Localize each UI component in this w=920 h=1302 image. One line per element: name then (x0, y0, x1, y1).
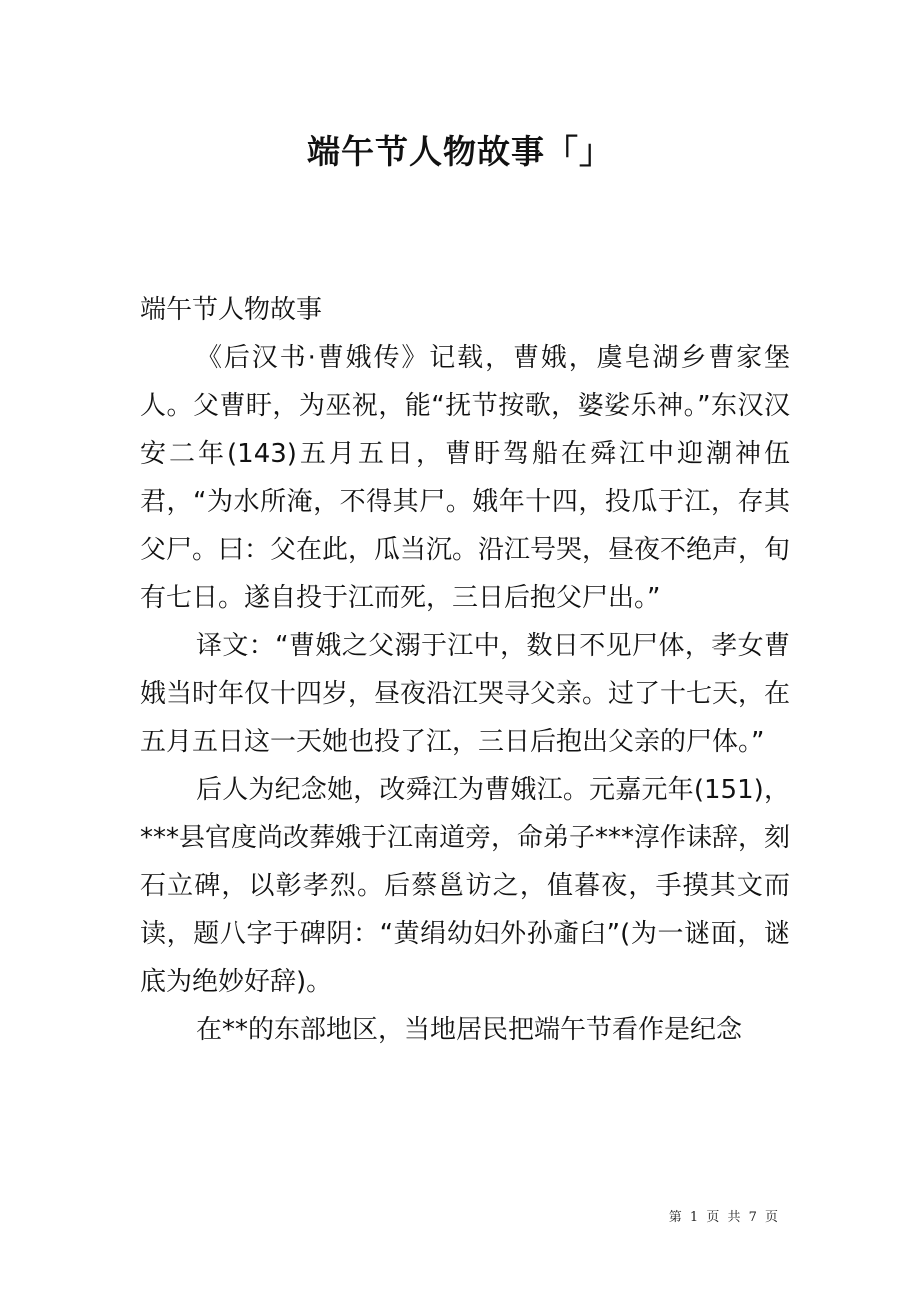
paragraph-3: 后人为纪念她，改舜江为曹娥江。元嘉元年(151)，***县官度尚改葬娥于江南道旁，命弟子***淳作诔辞，刻石立碑，以彰孝烈。后蔡邕访之，值暮夜，手摸其文而读，题八字于碑阴：“黄绢幼妇外孙齑臼”(为一谜面，谜底为绝妙好辞)。 (140, 775, 791, 997)
document-body (140, 286, 790, 1054)
paragraph-4: 在**的东部地区，当地居民把端午节看作是纪念 (196, 1015, 743, 1045)
section-heading: 端午节人物故事 (140, 295, 323, 325)
paragraph-2: 译文：“曹娥之父溺于江中，数日不见尸体，孝女曹娥当时年仅十四岁，昼夜沿江哭寻父亲。过了十七天，在五月五日这一天她也投了江，三日后抱出父亲的尸体。” (140, 631, 791, 757)
document-title: 端午节人物故事「」 (307, 132, 613, 171)
paragraph-1: 《后汉书·曹娥传》记载，曹娥，虞皂湖乡曹家堡人。父曹盱，为巫祝，能“抚节按歌，婆娑乐神。”东汉汉安二年(143)五月五日，曹盱驾船在舜江中迎潮神伍君，“为水所淹，不得其尸。娥年十四，投瓜于江，存其父尸。曰：父在此，瓜当沉。沿江号哭，昼夜不绝声，旬有七日。遂自投于江而死，三日后抱父尸出。” (140, 343, 791, 613)
page-number: 第 1 页 共 7 页 (668, 1210, 780, 1225)
